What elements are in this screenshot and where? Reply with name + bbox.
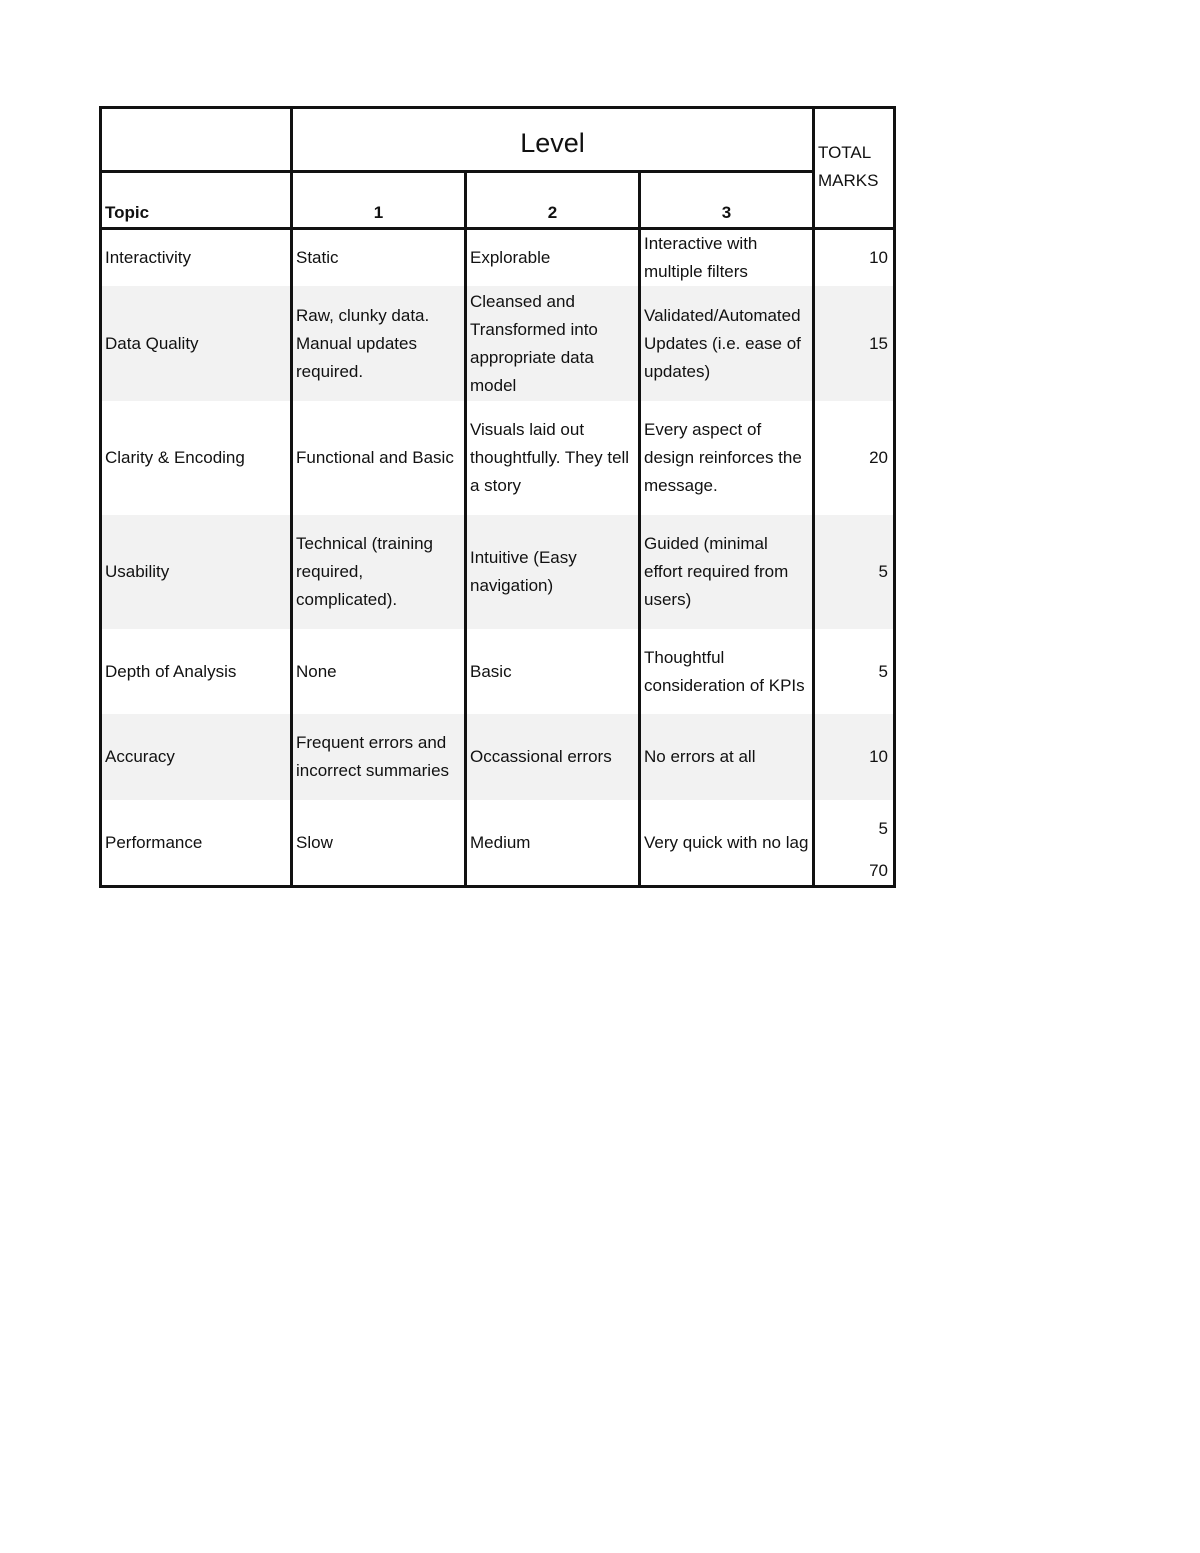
topic-cell: Clarity & Encoding [101,401,292,515]
table-row [101,800,895,857]
level-2-cell: Visuals laid out thoughtfully. They tell a story [466,401,640,515]
level-1-cell: Frequent errors and incorrect summaries [292,714,466,800]
total-marks-header [814,108,895,229]
topic-cell: Interactivity [101,229,292,287]
marks-cell: 5 [878,661,888,681]
level-1-header: 1 [292,172,466,229]
level-2-cell: Medium [466,800,640,887]
level-3-cell: Thoughtful consideration of KPIs [640,629,814,714]
header-blank-cell [101,108,292,172]
topic-header: Topic [101,172,292,229]
table-row [101,229,895,287]
header-row-level [101,108,895,172]
marks-cell: 10 [869,248,888,267]
level-2-cell: Basic [466,629,640,714]
topic-cell: Data Quality [101,286,292,401]
level-3-cell: Validated/Automated Updates (i.e. ease of updates) [640,286,814,401]
level-2-cell: Explorable [466,229,640,287]
marks-cell: 5 [878,818,888,838]
rubric-table [99,106,896,888]
level-1-cell: Functional and Basic [292,401,466,515]
level-2-cell: Occassional errors [466,714,640,800]
level-1-cell: None [292,629,466,714]
marks-cell: 5 [814,515,895,629]
total-marks-line-1: TOTAL [818,143,872,162]
level-1-cell: Static [292,229,466,287]
grand-total-cell: 70 [869,861,888,880]
level-3-cell: Guided (minimal effort required from users) [640,515,814,629]
table-row [101,286,895,401]
level-3-cell: Every aspect of design reinforces the message. [640,401,814,515]
marks-cell: 15 [814,286,895,401]
topic-cell: Performance [101,800,292,887]
level-3-header: 3 [640,172,814,229]
marks-cell: 10 [814,714,895,800]
topic-cell: Usability [101,515,292,629]
level-3-cell: No errors at all [640,714,814,800]
topic-cell: Depth of Analysis [101,629,292,714]
level-1-cell: Raw, clunky data. Manual updates required. [292,286,466,401]
level-2-header: 2 [466,172,640,229]
header-row-columns [101,172,895,229]
marks-cell: 20 [869,448,888,467]
level-title: Level [292,108,814,172]
level-3-cell: Very quick with no lag [640,800,814,887]
level-3-cell: Interactive with multiple filters [640,229,814,287]
table-row [101,714,895,800]
table-row [101,629,895,714]
total-marks-line-2: MARKS [818,171,879,190]
table-row [101,515,895,629]
level-2-cell: Intuitive (Easy navigation) [466,515,640,629]
topic-cell: Accuracy [101,714,292,800]
table-row [101,401,895,515]
level-1-cell: Slow [292,800,466,887]
level-2-cell: Cleansed and Transformed into appropriate data model [466,286,640,401]
level-1-cell: Technical (training required, complicated). [292,515,466,629]
